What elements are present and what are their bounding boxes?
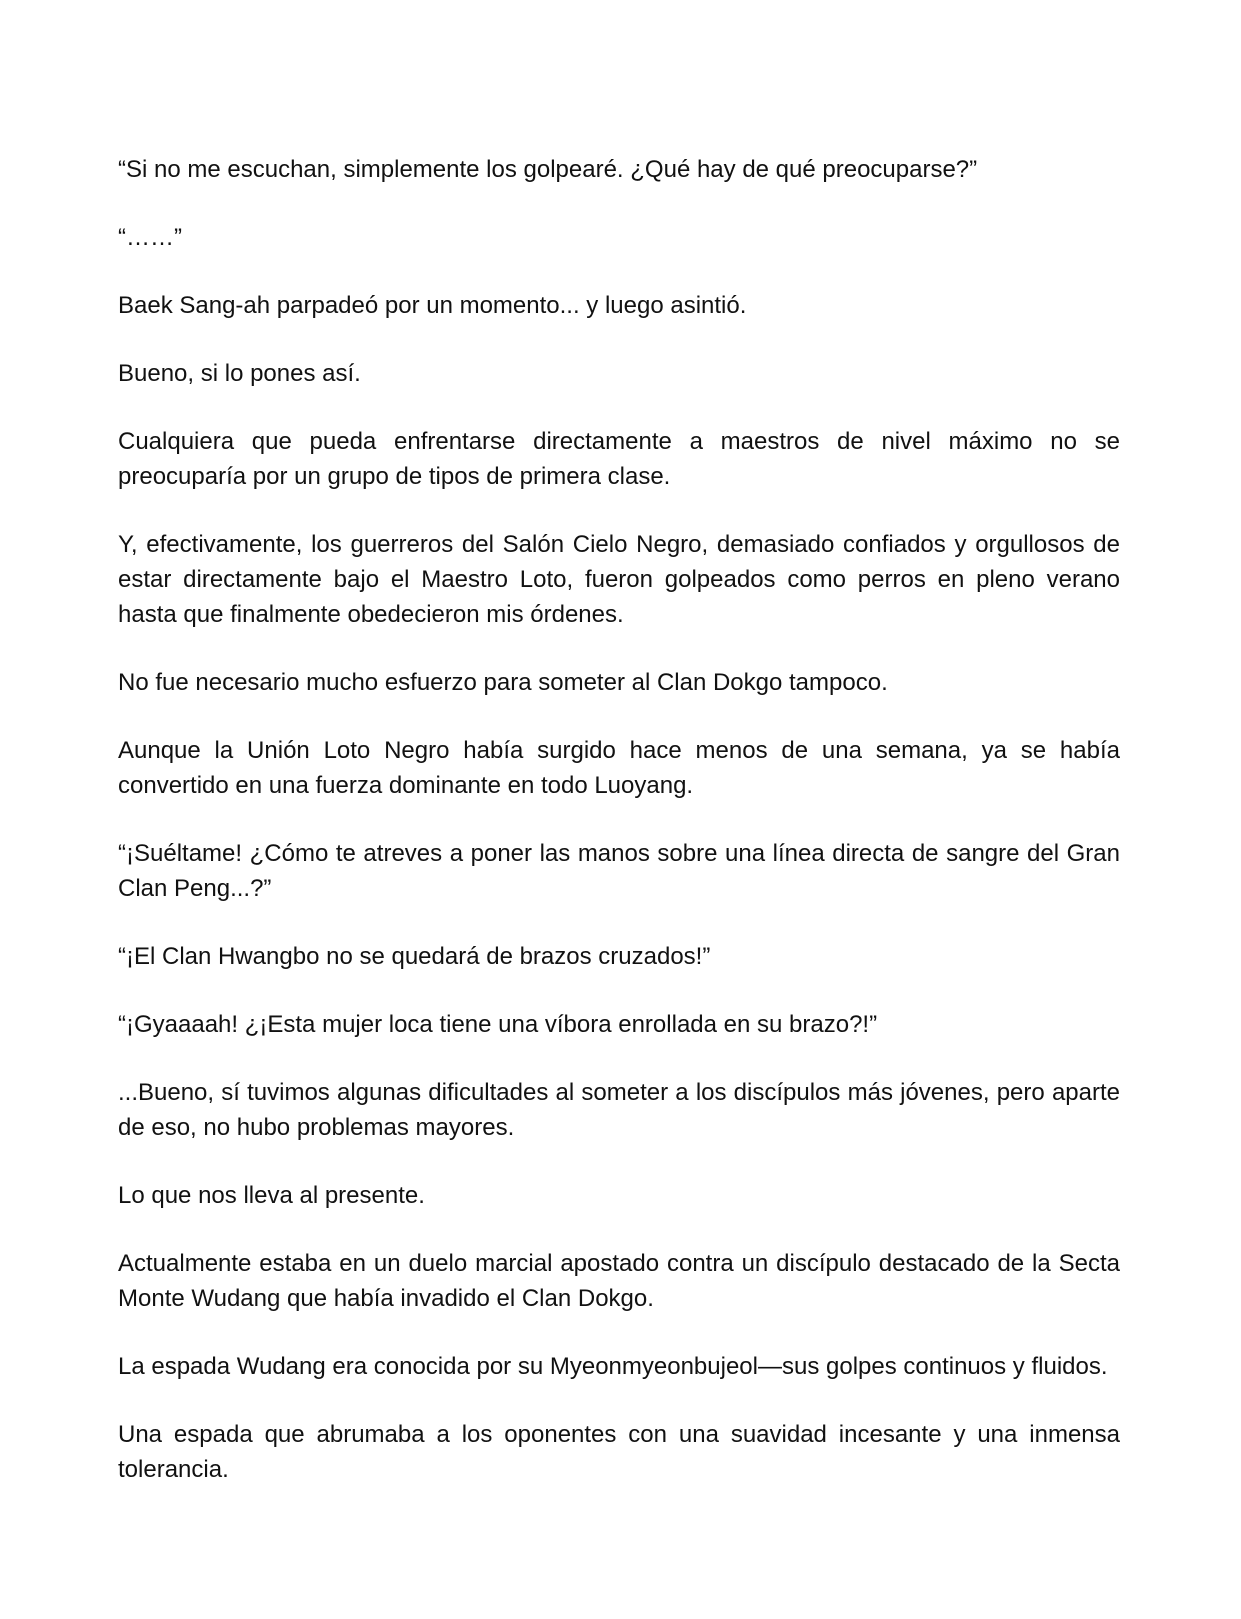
paragraph: Cualquiera que pueda enfrentarse directamente a maestros de nivel máximo no se preocuparía por un grupo de tipos de primera clase. [118, 428, 1120, 490]
paragraph: “……” [118, 224, 182, 251]
paragraph: Aunque la Unión Loto Negro había surgido hace menos de una semana, ya se había convertido en una fuerza dominante en todo Luoyang. [118, 737, 1120, 799]
paragraph: “¡Gyaaaah! ¿¡Esta mujer loca tiene una víbora enrollada en su brazo?!” [118, 1011, 878, 1038]
paragraph: Baek Sang-ah parpadeó por un momento... y luego asintió. [118, 292, 747, 319]
paragraph: “¡El Clan Hwangbo no se quedará de brazos cruzados!” [118, 943, 711, 970]
paragraph: Actualmente estaba en un duelo marcial apostado contra un discípulo destacado de la Secta Monte Wudang que había invadido el Clan Dokgo. [118, 1250, 1120, 1312]
document-body [118, 152, 1120, 1520]
paragraph: “Si no me escuchan, simplemente los golpearé. ¿Qué hay de qué preocuparse?” [118, 156, 978, 183]
paragraph: Lo que nos lleva al presente. [118, 1182, 425, 1209]
paragraph: La espada Wudang era conocida por su Myeonmyeonbujeol—sus golpes continuos y fluidos. [118, 1353, 1108, 1380]
paragraph: “¡Suéltame! ¿Cómo te atreves a poner las manos sobre una línea directa de sangre del Gran Clan Peng...?” [118, 840, 1120, 902]
paragraph: No fue necesario mucho esfuerzo para someter al Clan Dokgo tampoco. [118, 669, 888, 696]
paragraph: Y, efectivamente, los guerreros del Salón Cielo Negro, demasiado confiados y orgullosos de estar directamente bajo el Maestro Loto, fueron golpeados como perros en pleno verano hasta que finalmente obedecieron mis órdenes. [118, 531, 1120, 628]
paragraph: Una espada que abrumaba a los oponentes con una suavidad incesante y una inmensa tolerancia. [118, 1421, 1120, 1483]
paragraph: ...Bueno, sí tuvimos algunas dificultades al someter a los discípulos más jóvenes, pero aparte de eso, no hubo problemas mayores. [118, 1079, 1120, 1141]
paragraph: Bueno, si lo pones así. [118, 360, 361, 387]
